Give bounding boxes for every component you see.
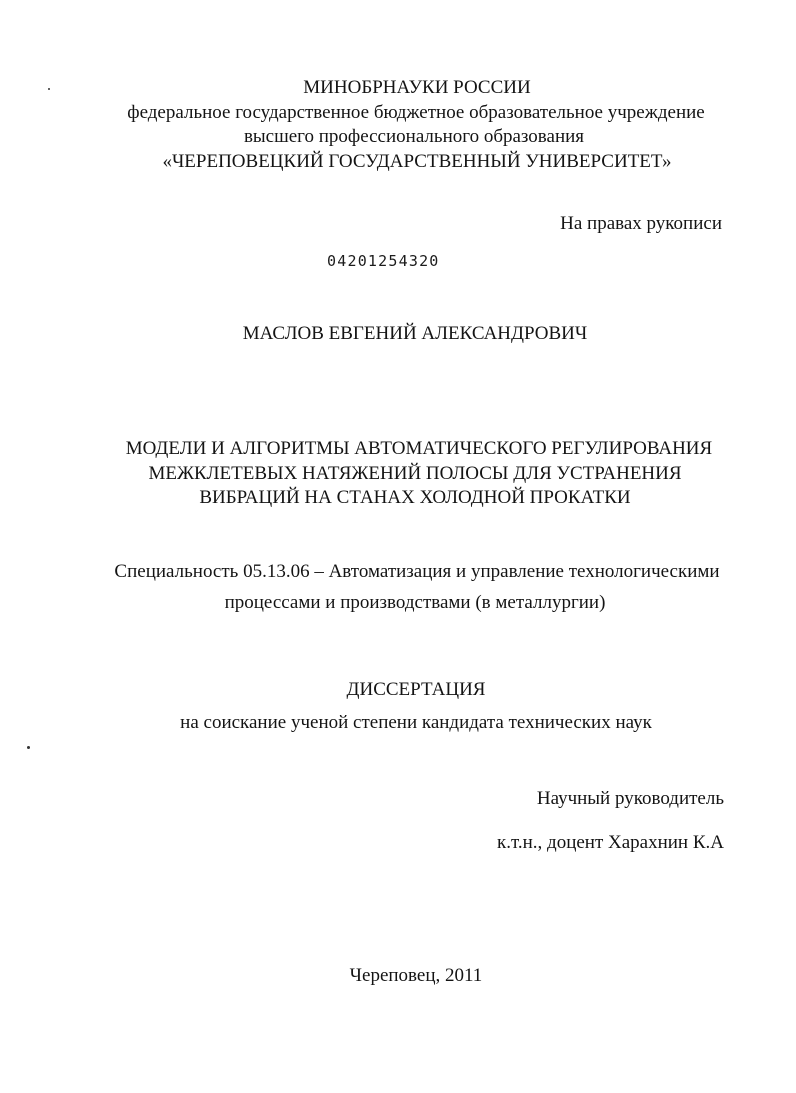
city-year: Череповец, 2011 [349, 965, 483, 986]
institution-type: федеральное государственное бюджетное образовательное учреждение [127, 102, 705, 123]
specialty-line-2: процессами и производствами (в металлургии) [224, 592, 606, 613]
scan-speck [27, 746, 30, 749]
institution-level: высшего профессионального образования [243, 126, 585, 147]
university-name: «ЧЕРЕПОВЕЦКИЙ ГОСУДАРСТВЕННЫЙ УНИВЕРСИТЕТ» [162, 151, 672, 172]
document-type-heading: ДИССЕРТАЦИЯ [346, 679, 486, 700]
manuscript-note: На правах рукописи [560, 213, 722, 234]
ministry-name: МИНОБРНАУКИ РОССИИ [303, 77, 531, 98]
dissertation-title-line-1: МОДЕЛИ И АЛГОРИТМЫ АВТОМАТИЧЕСКОГО РЕГУЛИРОВАНИЯ [125, 438, 713, 459]
supervisor-name: к.т.н., доцент Харахнин К.А [497, 832, 724, 853]
degree-description: на соискание ученой степени кандидата технических наук [180, 712, 652, 733]
registration-number: 04201254320 [327, 252, 440, 270]
supervisor-label: Научный руководитель [536, 788, 724, 809]
dissertation-title-line-2: МЕЖКЛЕТЕВЫХ НАТЯЖЕНИЙ ПОЛОСЫ ДЛЯ УСТРАНЕНИЯ [148, 463, 682, 484]
author-name: МАСЛОВ ЕВГЕНИЙ АЛЕКСАНДРОВИЧ [242, 323, 588, 344]
specialty-line-1: Специальность 05.13.06 – Автоматизация и управление технологическими [114, 561, 720, 582]
dissertation-title-line-3: ВИБРАЦИЙ НА СТАНАХ ХОЛОДНОЙ ПРОКАТКИ [199, 487, 631, 508]
